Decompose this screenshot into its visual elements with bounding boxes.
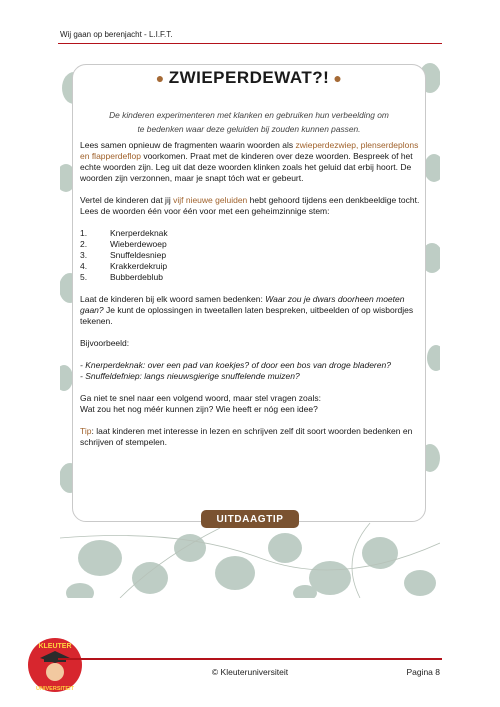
document-title: Wij gaan op berenjacht - L.I.F.T.: [60, 30, 173, 39]
p2-text-a: Vertel de kinderen dat jij: [80, 195, 174, 205]
title-dot-left: ●: [155, 70, 165, 86]
list-item-word: Wieberdewoep: [110, 239, 167, 249]
example-2: - Snuffeldefniep: langs nieuwsgierige snuffelende muizen?: [80, 371, 300, 381]
p4-line-2: Wat zou het nog méér kunnen zijn? Wie heeft er nóg een idee?: [80, 404, 318, 414]
example-1: - Knerperdeknak: over een pad van koekjes? of door een bos van droge bladeren?: [80, 360, 391, 370]
list-item-word: Knerperdeknak: [110, 228, 168, 238]
card-content: [80, 140, 420, 459]
card-intro: [90, 108, 408, 136]
list-item-word: Krakkerdekruip: [110, 261, 168, 271]
tip-label: Tip: [80, 426, 92, 436]
examples: [80, 360, 420, 382]
p1-text-a: Lees samen opnieuw de fragmenten waarin woorden als: [80, 140, 296, 150]
list-item-number: 5.: [80, 272, 88, 282]
intro-line-1: De kinderen experimenteren met klanken en gebruiken hun verbeelding om: [109, 110, 389, 120]
p1-text-b: voorkomen. Praat met de kinderen over deze woorden. Bespreek of het echte woorden zijn. Leg uit dat deze woorden klinken zoals het geluid dat erbij hoort. De woorden zijn verzonnen, maar je snapt tóch wat er gebeurt.: [80, 151, 413, 183]
list-item: [80, 250, 420, 261]
title-dot-right: ●: [333, 70, 343, 86]
list-item: [80, 228, 420, 239]
p2-text-b: hebt gehoord tijdens een denkbeeldige tocht. Lees de woorden één voor één voor met een geheimzinnige stem:: [80, 195, 420, 216]
p3-text-a: Laat de kinderen bij elk woord samen bedenken:: [80, 294, 266, 304]
list-item-number: 1.: [80, 228, 88, 238]
footer-copyright: © Kleuteruniversiteit: [211, 667, 289, 677]
paragraph-4: [80, 393, 420, 415]
card-title: [72, 68, 426, 88]
list-item-number: 3.: [80, 250, 88, 260]
paragraph-2: [80, 195, 420, 217]
p3-text-b: Je kunt de oplossingen in tweetallen laten bespreken, uitbeelden of op wisbordjes tekenen.: [80, 305, 414, 326]
word-list: [80, 228, 420, 283]
footer-divider: [58, 658, 442, 660]
logo-text-2: UNIVERSITEIT: [36, 686, 74, 692]
list-item: [80, 272, 420, 283]
tip-text: : laat kinderen met interesse in lezen en schrijven zelf dit soort woorden bedenken en schrijven of stempelen.: [80, 426, 413, 447]
challenge-tip-badge: UITDAAGTIP: [201, 510, 299, 528]
example-label: Bijvoorbeeld:: [80, 338, 130, 348]
list-item-number: 2.: [80, 239, 88, 249]
list-item-number: 4.: [80, 261, 88, 271]
list-item-word: Snuffeldesniep: [110, 250, 167, 260]
intro-line-2: te bedenken waar deze geluiden bij zouden kunnen passen.: [137, 124, 361, 134]
p1-highlight: zwieperdezwiep, plenserdeplons en flapperdeflop: [80, 140, 419, 161]
list-item: [80, 261, 420, 272]
kleuteruniversiteit-logo: [26, 636, 84, 694]
p4-line-1: Ga niet te snel naar een volgend woord, maar stel vragen zoals:: [80, 393, 321, 403]
logo-text-1: KLEUTER: [38, 643, 72, 650]
p3-italic: Waar zou je dwars doorheen moeten gaan?: [80, 294, 405, 315]
list-item-word: Bubberdeblub: [110, 272, 163, 282]
page-number: Pagina 8: [406, 667, 440, 677]
list-item: [80, 239, 420, 250]
tip-paragraph: [80, 426, 420, 448]
p2-highlight: vijf nieuwe geluiden: [173, 195, 248, 205]
paragraph-1: [80, 140, 420, 184]
card-title-text: ZWIEPERDEWAT?!: [168, 68, 330, 87]
paragraph-3: [80, 294, 420, 327]
header-divider: [58, 43, 442, 44]
